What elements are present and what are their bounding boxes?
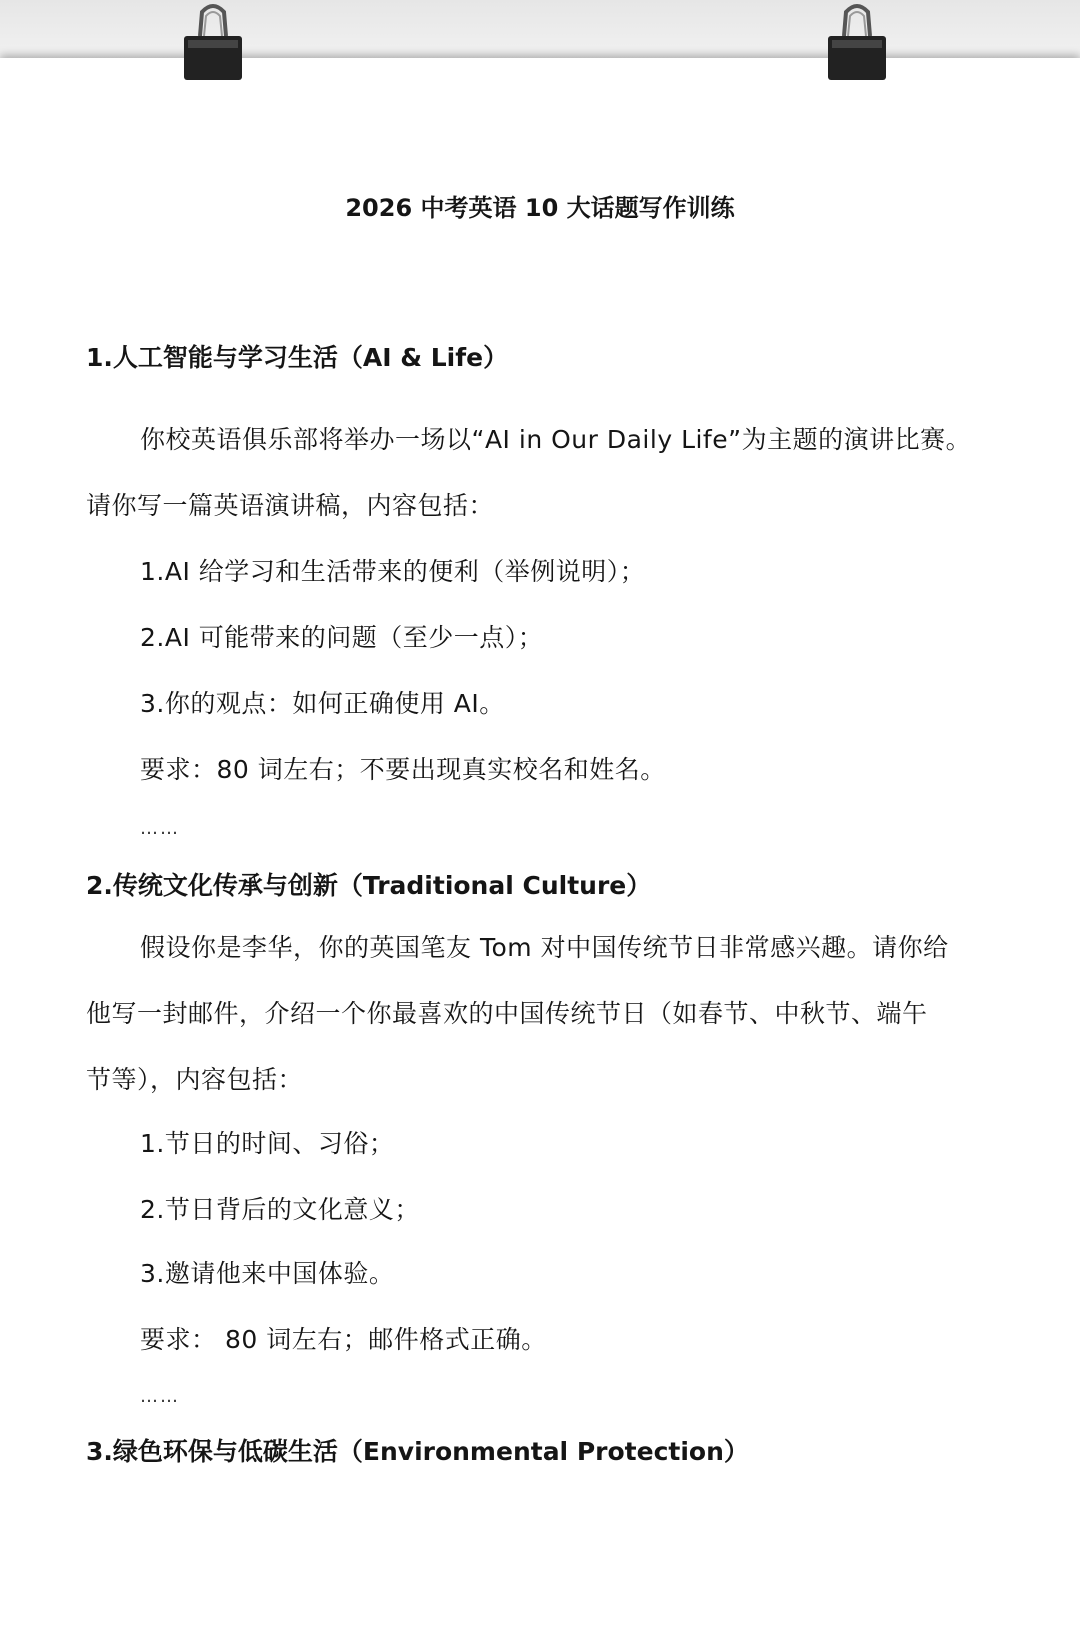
section-1-item: 1.AI 给学习和生活带来的便利（举例说明）；	[140, 557, 646, 586]
section-1-paragraph-line: 请你写一篇英语演讲稿，内容包括：	[86, 491, 495, 520]
section-2-ellipsis: ……	[140, 1386, 180, 1407]
section-2-item: 3.邀请他来中国体验。	[140, 1259, 395, 1288]
page-title: 2026 中考英语 10 大话题写作训练	[345, 194, 735, 222]
section-1-heading: 1.人工智能与学习生活（AI & Life）	[86, 343, 509, 372]
binder-clip-icon	[180, 2, 246, 80]
section-2-paragraph-line: 节等），内容包括：	[86, 1065, 304, 1094]
section-2-paragraph-line: 假设你是李华，你的英国笔友 Tom 对中国传统节日非常感兴趣。请你给	[140, 933, 949, 962]
binder-clip-icon	[824, 2, 890, 80]
section-1-item: 2.AI 可能带来的问题（至少一点）；	[140, 623, 544, 652]
section-2-item: 1.节日的时间、习俗；	[140, 1129, 395, 1158]
section-3-heading: 3.绿色环保与低碳生活（Environmental Protection）	[86, 1437, 749, 1466]
top-strip	[0, 0, 1080, 62]
section-2-heading: 2.传统文化传承与创新（Traditional Culture）	[86, 871, 652, 900]
section-2-item: 2.节日背后的文化意义；	[140, 1195, 420, 1224]
section-2-requirement: 要求： 80 词左右；邮件格式正确。	[140, 1325, 547, 1354]
section-1-requirement: 要求：80 词左右；不要出现真实校名和姓名。	[140, 755, 666, 784]
section-1-ellipsis: ……	[140, 818, 180, 839]
section-1-item: 3.你的观点：如何正确使用 AI。	[140, 689, 505, 718]
section-1-paragraph-line: 你校英语俱乐部将举办一场以“AI in Our Daily Life”为主题的演讲比赛。	[140, 425, 972, 454]
section-2-paragraph-line: 他写一封邮件，介绍一个你最喜欢的中国传统节日（如春节、中秋节、端午	[86, 999, 928, 1028]
